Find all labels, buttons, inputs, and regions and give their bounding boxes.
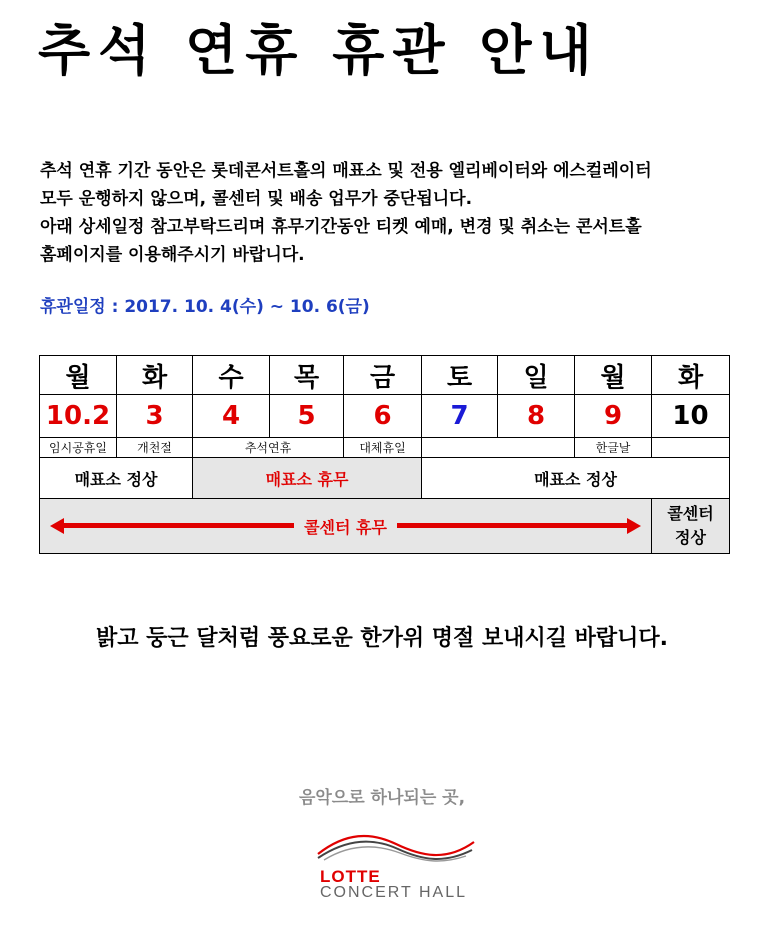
box-office-closed: 매표소 휴무: [193, 458, 422, 499]
weekday-cell: 토: [422, 356, 498, 395]
call-center-closed-cell: [40, 499, 652, 554]
date-row: [40, 395, 730, 438]
note-chuseok: 추석연휴: [193, 438, 344, 458]
closing-message: 밝고 둥근 달처럼 풍요로운 한가위 명절 보내시길 바랍니다.: [95, 626, 669, 651]
slogan: 음악으로 하나되는 곳,: [298, 788, 466, 808]
intro-line: 아래 상세일정 참고부탁드리며 휴무기간동안 티켓 예매, 변경 및 취소는 콘서트홀: [40, 217, 642, 237]
logo-concert-hall-text: CONCERT HALL: [320, 884, 467, 901]
box-office-open-before: 매표소 정상: [40, 458, 193, 499]
call-center-closed: 콜센터 휴무: [304, 517, 387, 537]
wave-logo-icon: [316, 828, 476, 868]
closure-period: 휴관일정 : 2017. 10. 4(수) ~ 10. 6(금): [40, 297, 370, 317]
date-cell: 6: [344, 395, 422, 438]
call-center-open-cell: [652, 499, 730, 554]
intro-paragraph: [40, 157, 740, 269]
note-temp-holiday: 임시공휴일: [40, 438, 117, 458]
holiday-calendar-table: [39, 355, 730, 554]
note-empty: [422, 438, 575, 458]
weekday-row: [40, 356, 730, 395]
weekday-cell: 금: [344, 356, 422, 395]
note-empty: [652, 438, 730, 458]
intro-line: 홈페이지를 이용해주시기 바랍니다.: [40, 245, 305, 265]
intro-line: 추석 연휴 기간 동안은 롯데콘서트홀의 매표소 및 전용 엘리베이터와 에스컬레이터: [40, 161, 652, 181]
box-office-open-after: 매표소 정상: [422, 458, 730, 499]
weekday-cell: 목: [270, 356, 344, 395]
lotte-concert-hall-logo: [316, 828, 476, 908]
weekday-cell: 일: [498, 356, 575, 395]
intro-line: 모두 운행하지 않으며, 콜센터 및 배송 업무가 중단됩니다.: [40, 189, 473, 209]
weekday-cell: 화: [117, 356, 193, 395]
call-center-open-line1: 콜센터: [667, 504, 714, 523]
date-cell: 10.2: [40, 395, 117, 438]
box-office-row: [40, 458, 730, 499]
page-title: 추석 연휴 휴관 안내: [38, 19, 600, 82]
left-arrow-icon: [50, 522, 294, 530]
call-center-row: [40, 499, 730, 554]
note-hangul-day: 한글날: [575, 438, 652, 458]
note-national-foundation: 개천절: [117, 438, 193, 458]
weekday-cell: 월: [40, 356, 117, 395]
weekday-cell: 화: [652, 356, 730, 395]
date-cell: 8: [498, 395, 575, 438]
right-arrow-icon: [397, 522, 641, 530]
note-substitute-holiday: 대체휴일: [344, 438, 422, 458]
date-cell: 9: [575, 395, 652, 438]
date-cell: 7: [422, 395, 498, 438]
logo-lotte-text: LOTTE: [320, 867, 381, 886]
date-cell: 3: [117, 395, 193, 438]
holiday-note-row: [40, 438, 730, 458]
weekday-cell: 월: [575, 356, 652, 395]
weekday-cell: 수: [193, 356, 270, 395]
date-cell: 10: [652, 395, 730, 438]
date-cell: 4: [193, 395, 270, 438]
date-cell: 5: [270, 395, 344, 438]
call-center-open-line2: 정상: [675, 528, 706, 547]
